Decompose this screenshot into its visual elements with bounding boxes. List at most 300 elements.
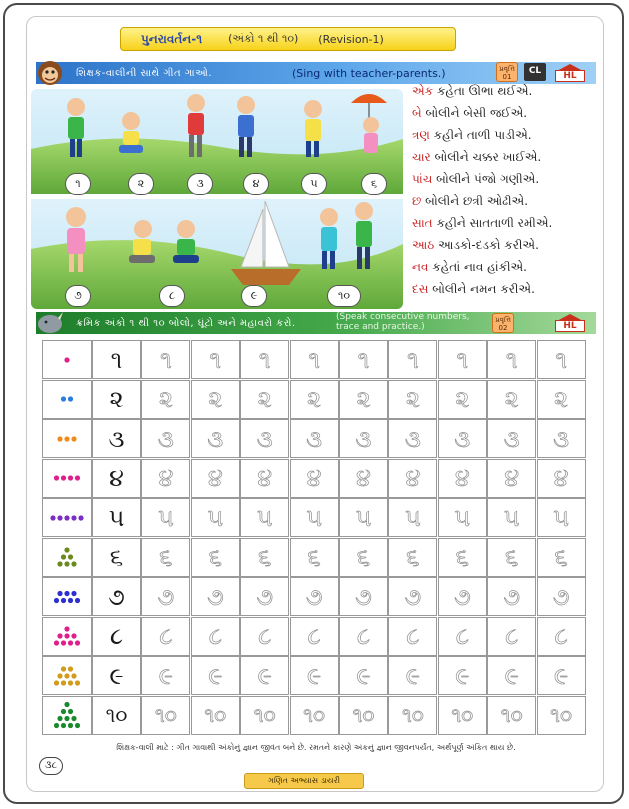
trace-digit-cell[interactable] bbox=[438, 577, 487, 616]
trace-digit-cell[interactable] bbox=[537, 340, 586, 379]
song-line bbox=[412, 80, 602, 102]
trace-digit: ૪ bbox=[207, 464, 223, 492]
song-text: બોલીને ચક્કર ખાઈએ. bbox=[430, 150, 542, 164]
trace-digit: ૨ bbox=[554, 385, 569, 413]
counting-song bbox=[412, 80, 602, 300]
count-dot bbox=[75, 475, 80, 480]
trace-digit-cell[interactable] bbox=[339, 656, 388, 695]
trace-digit-cell[interactable] bbox=[141, 696, 190, 735]
count-dot bbox=[61, 396, 66, 401]
trace-digit: ૧૦ bbox=[303, 703, 326, 727]
song-text: કહીને સાતતાળી રમીએ. bbox=[432, 216, 553, 230]
trace-digit: ૪ bbox=[257, 464, 273, 492]
section1-title-gujarati: શિક્ષક-વાલીની સાથે ગીત ગાઓ. bbox=[76, 67, 213, 79]
trace-digit-cell[interactable] bbox=[191, 577, 240, 616]
trace-digit-cell[interactable] bbox=[290, 498, 339, 537]
song-number-word: એક bbox=[412, 84, 434, 98]
trace-digit: ૯ bbox=[455, 661, 470, 690]
trace-digit-cell[interactable] bbox=[240, 380, 289, 419]
song-line bbox=[412, 102, 602, 124]
trace-digit: ૭ bbox=[503, 582, 521, 611]
count-dot bbox=[75, 723, 80, 728]
trace-digit-cell[interactable] bbox=[438, 498, 487, 537]
trace-digit: ૬ bbox=[159, 543, 173, 571]
count-dot bbox=[57, 590, 62, 595]
trace-digit: ૬ bbox=[307, 543, 321, 571]
trace-digit-cell[interactable] bbox=[388, 656, 437, 695]
trace-digit: ૮ bbox=[159, 622, 173, 650]
trace-digit-cell[interactable] bbox=[388, 340, 437, 379]
teacher-parent-note: શિક્ષક-વાલી માટે : ગીત ગાવાથી અંકોનું જ્ઞાન જીવંત બને છે. રમતને કારણે અંકનું જ્ઞાન જીવનપર્યંત, અર્થપૂર્ણ અંકિત થાય છે. bbox=[116, 743, 516, 752]
trace-digit: ૯ bbox=[553, 661, 569, 690]
trace-digit-cell[interactable] bbox=[191, 656, 240, 695]
count-dot bbox=[61, 709, 66, 714]
song-line bbox=[412, 190, 602, 212]
trace-digit: ૧૦ bbox=[253, 703, 276, 727]
trace-digit: ૭ bbox=[256, 582, 274, 611]
practice-row bbox=[42, 696, 586, 735]
number-circle-9: ૯ bbox=[241, 285, 267, 307]
trace-digit: ૨ bbox=[257, 385, 272, 413]
trace-digit: ૧૦ bbox=[154, 703, 177, 727]
trace-digit-cell[interactable] bbox=[339, 459, 388, 498]
trace-digit: ૯ bbox=[208, 661, 223, 690]
trace-digit-cell[interactable] bbox=[290, 380, 339, 419]
count-dot bbox=[68, 396, 73, 401]
counting-song-illustration bbox=[31, 89, 403, 309]
trace-digit: ૩ bbox=[157, 424, 174, 453]
counting-dots bbox=[44, 698, 90, 732]
trace-digit: ૪ bbox=[504, 464, 520, 492]
trace-digit-cell[interactable] bbox=[537, 498, 586, 537]
section2-title-english-line2: trace and practice.) bbox=[336, 322, 425, 332]
trace-digit: ૭ bbox=[552, 582, 570, 611]
song-text: કહેતાં નાવ હાંકીએ. bbox=[428, 260, 527, 274]
model-digit: ૧૦ bbox=[105, 703, 128, 727]
count-dot bbox=[57, 561, 62, 566]
cl-badge: CL bbox=[524, 63, 546, 81]
trace-digit-cell[interactable] bbox=[141, 498, 190, 537]
counting-dots bbox=[44, 619, 90, 653]
trace-digit: ૧ bbox=[357, 345, 370, 374]
count-dot bbox=[54, 640, 59, 645]
trace-digit: ૮ bbox=[406, 622, 420, 650]
trace-digit: ૬ bbox=[504, 543, 519, 571]
trace-digit-cell[interactable] bbox=[141, 577, 190, 616]
trace-digit-cell[interactable] bbox=[240, 696, 289, 735]
model-digit: ૫ bbox=[108, 503, 125, 532]
counting-dots bbox=[44, 343, 90, 377]
song-line bbox=[412, 212, 602, 234]
trace-digit: ૩ bbox=[454, 424, 471, 453]
counting-dots-cell bbox=[42, 656, 92, 695]
trace-digit: ૨ bbox=[455, 385, 470, 413]
model-digit-cell bbox=[92, 380, 141, 419]
trace-digit-cell[interactable] bbox=[191, 419, 240, 458]
trace-digit-cell[interactable] bbox=[537, 419, 586, 458]
trace-digit-cell[interactable] bbox=[438, 538, 487, 577]
trace-digit-cell[interactable] bbox=[141, 459, 190, 498]
activity-badge-2 bbox=[492, 313, 514, 333]
number-circle-6: ૬ bbox=[361, 173, 387, 195]
model-digit: ૨ bbox=[109, 385, 124, 413]
model-digit-cell bbox=[92, 538, 141, 577]
trace-digit-cell[interactable] bbox=[290, 617, 339, 656]
trace-digit-cell[interactable] bbox=[388, 380, 437, 419]
count-dot bbox=[68, 709, 73, 714]
practice-row bbox=[42, 380, 586, 419]
trace-digit: ૫ bbox=[405, 503, 421, 532]
trace-digit-cell[interactable] bbox=[191, 340, 240, 379]
number-circle-1: ૧ bbox=[65, 173, 91, 195]
activity-label: પ્રવૃત્તિ bbox=[495, 316, 511, 324]
trace-digit-cell[interactable] bbox=[438, 656, 487, 695]
trace-digit-cell[interactable] bbox=[388, 696, 437, 735]
trace-digit-cell[interactable] bbox=[438, 696, 487, 735]
trace-digit-cell[interactable] bbox=[240, 459, 289, 498]
count-dot bbox=[61, 475, 66, 480]
trace-digit-cell[interactable] bbox=[290, 656, 339, 695]
number-circle-8: ૮ bbox=[159, 285, 185, 307]
trace-digit: ૧ bbox=[209, 345, 222, 374]
count-dot bbox=[68, 640, 73, 645]
count-dot bbox=[57, 673, 62, 678]
counting-dots-cell bbox=[42, 380, 92, 419]
monkey-mascot-icon bbox=[36, 58, 64, 86]
song-number-word: સાત bbox=[412, 216, 433, 230]
trace-digit-cell[interactable] bbox=[339, 380, 388, 419]
trace-digit-cell[interactable] bbox=[487, 498, 536, 537]
model-digit-cell bbox=[92, 340, 141, 379]
trace-digit: ૪ bbox=[306, 464, 322, 492]
count-dot bbox=[71, 436, 76, 441]
trace-digit-cell[interactable] bbox=[290, 538, 339, 577]
trace-digit-cell[interactable] bbox=[388, 577, 437, 616]
song-text: કહીને તાળી પાડીએ. bbox=[429, 128, 532, 142]
trace-digit-cell[interactable] bbox=[290, 419, 339, 458]
trace-digit-cell[interactable] bbox=[141, 340, 190, 379]
count-dot bbox=[68, 680, 73, 685]
trace-digit-cell[interactable] bbox=[240, 498, 289, 537]
song-line bbox=[412, 168, 602, 190]
count-dot bbox=[64, 561, 69, 566]
model-digit-cell bbox=[92, 498, 141, 537]
counting-dots-cell bbox=[42, 340, 92, 379]
song-line bbox=[412, 234, 602, 256]
count-dot bbox=[61, 680, 66, 685]
song-text: બોલીને છત્રી ઓઢીએ. bbox=[421, 194, 529, 208]
count-dot bbox=[64, 626, 69, 631]
trace-digit-cell[interactable] bbox=[388, 459, 437, 498]
trace-digit-cell[interactable] bbox=[339, 577, 388, 616]
trace-digit-cell[interactable] bbox=[290, 340, 339, 379]
trace-digit: ૮ bbox=[258, 622, 272, 650]
trace-digit: ૪ bbox=[405, 464, 421, 492]
count-dot bbox=[71, 673, 76, 678]
trace-digit: ૭ bbox=[453, 582, 471, 611]
model-digit: ૧ bbox=[110, 345, 123, 374]
practice-row bbox=[42, 577, 586, 616]
trace-digit: ૧૦ bbox=[204, 703, 227, 727]
section2-title-english bbox=[336, 312, 470, 332]
trace-digit: ૨ bbox=[307, 385, 322, 413]
song-number-word: દસ bbox=[412, 282, 429, 296]
count-dot bbox=[68, 723, 73, 728]
counting-dots bbox=[44, 461, 90, 495]
trace-digit: ૧ bbox=[160, 345, 172, 374]
trace-digit-cell[interactable] bbox=[537, 577, 586, 616]
trace-digit: ૯ bbox=[306, 661, 322, 690]
trace-digit: ૪ bbox=[454, 464, 470, 492]
trace-digit: ૧ bbox=[456, 345, 469, 374]
count-dot bbox=[71, 515, 76, 520]
trace-digit-cell[interactable] bbox=[141, 419, 190, 458]
revision-range: (અંકો ૧ થી ૧૦) bbox=[228, 32, 299, 45]
trace-digit-cell[interactable] bbox=[240, 340, 289, 379]
trace-digit-cell[interactable] bbox=[191, 380, 240, 419]
trace-digit-cell[interactable] bbox=[388, 419, 437, 458]
trace-digit-cell[interactable] bbox=[487, 656, 536, 695]
count-dot bbox=[68, 666, 73, 671]
trace-digit-cell[interactable] bbox=[339, 617, 388, 656]
practice-row bbox=[42, 419, 586, 458]
trace-digit: ૬ bbox=[257, 543, 272, 571]
trace-digit: ૪ bbox=[553, 464, 569, 492]
trace-digit-cell[interactable] bbox=[191, 498, 240, 537]
count-dot bbox=[61, 666, 66, 671]
trace-digit: ૭ bbox=[206, 582, 224, 611]
trace-digit-cell[interactable] bbox=[388, 617, 437, 656]
page-number: ૩૮ bbox=[39, 757, 63, 775]
number-circle-3: ૩ bbox=[187, 173, 213, 195]
trace-digit: ૮ bbox=[208, 622, 222, 650]
trace-digit-cell[interactable] bbox=[191, 696, 240, 735]
trace-digit: ૩ bbox=[207, 424, 224, 453]
count-dot bbox=[54, 680, 59, 685]
number-circle-5: ૫ bbox=[301, 173, 327, 195]
trace-digit-cell[interactable] bbox=[339, 696, 388, 735]
trace-digit: ૪ bbox=[158, 464, 174, 492]
trace-digit: ૩ bbox=[256, 424, 273, 453]
model-digit-cell bbox=[92, 459, 141, 498]
section2-title-gujarati: ક્રમિક અંકો ૧ થી ૧૦ બોલો, ઘૂંટો અને મહાવરો કરો. bbox=[76, 317, 296, 329]
trace-digit-cell[interactable] bbox=[487, 538, 536, 577]
counting-dots-cell bbox=[42, 498, 92, 537]
song-line bbox=[412, 146, 602, 168]
count-dot bbox=[57, 436, 62, 441]
model-digit-cell bbox=[92, 696, 141, 735]
trace-digit: ૫ bbox=[503, 503, 520, 532]
practice-row bbox=[42, 538, 586, 577]
trace-digit-cell[interactable] bbox=[487, 340, 536, 379]
trace-digit-cell[interactable] bbox=[339, 538, 388, 577]
trace-digit: ૫ bbox=[158, 503, 174, 532]
model-digit-cell bbox=[92, 617, 141, 656]
trace-digit-cell[interactable] bbox=[438, 380, 487, 419]
trace-digit-cell[interactable] bbox=[537, 538, 586, 577]
count-dot bbox=[57, 633, 62, 638]
trace-digit-cell[interactable] bbox=[537, 656, 586, 695]
section1-title-english: (Sing with teacher-parents.) bbox=[292, 67, 446, 80]
trace-digit-cell[interactable] bbox=[438, 617, 487, 656]
song-number-word: ચાર bbox=[412, 150, 431, 164]
trace-digit: ૫ bbox=[207, 503, 224, 532]
song-text: કહેતા ઊભા થઈએ. bbox=[433, 84, 533, 98]
trace-digit: ૧ bbox=[505, 345, 518, 374]
counting-dots-cell bbox=[42, 459, 92, 498]
count-dot bbox=[50, 515, 55, 520]
count-dot bbox=[61, 640, 66, 645]
trace-digit: ૧૦ bbox=[352, 703, 375, 727]
trace-digit: ૫ bbox=[553, 503, 569, 532]
count-dot bbox=[71, 716, 76, 721]
song-text: બોલીને બેસી જઈએ. bbox=[421, 106, 528, 120]
count-dot bbox=[54, 723, 59, 728]
song-line bbox=[412, 256, 602, 278]
trace-digit-cell[interactable] bbox=[339, 340, 388, 379]
song-line bbox=[412, 124, 602, 146]
trace-digit-cell[interactable] bbox=[487, 459, 536, 498]
trace-digit-cell[interactable] bbox=[240, 577, 289, 616]
song-number-word: નવ bbox=[412, 260, 429, 274]
count-dot bbox=[75, 640, 80, 645]
song-text: બોલીને નમન કરીએ. bbox=[428, 282, 535, 296]
model-digit-cell bbox=[92, 656, 141, 695]
count-dot bbox=[61, 597, 66, 602]
number-circle-10: ૧૦ bbox=[327, 285, 361, 307]
trace-digit: ૧ bbox=[555, 345, 567, 374]
song-line bbox=[412, 278, 602, 300]
trace-digit-cell[interactable] bbox=[339, 419, 388, 458]
trace-digit-cell[interactable] bbox=[290, 696, 339, 735]
model-digit: ૩ bbox=[108, 424, 125, 453]
trace-digit-cell[interactable] bbox=[290, 577, 339, 616]
trace-digit: ૯ bbox=[257, 661, 272, 690]
trace-digit: ૯ bbox=[405, 661, 420, 690]
trace-digit: ૮ bbox=[356, 622, 371, 650]
trace-digit: ૮ bbox=[505, 622, 519, 650]
trace-digit-cell[interactable] bbox=[240, 419, 289, 458]
trace-digit-cell[interactable] bbox=[339, 498, 388, 537]
trace-digit-cell[interactable] bbox=[537, 380, 586, 419]
trace-digit-cell[interactable] bbox=[537, 617, 586, 656]
trace-digit-cell[interactable] bbox=[487, 380, 536, 419]
count-dot bbox=[75, 597, 80, 602]
trace-digit: ૬ bbox=[554, 543, 568, 571]
trace-digit: ૨ bbox=[504, 385, 519, 413]
trace-digit-cell[interactable] bbox=[141, 380, 190, 419]
trace-digit: ૨ bbox=[405, 385, 420, 413]
trace-digit: ૫ bbox=[454, 503, 471, 532]
trace-digit-cell[interactable] bbox=[290, 459, 339, 498]
trace-digit-cell[interactable] bbox=[191, 617, 240, 656]
model-digit-cell bbox=[92, 577, 141, 616]
trace-digit: ૯ bbox=[356, 661, 371, 690]
trace-digit: ૧૦ bbox=[500, 703, 523, 727]
trace-digit: ૬ bbox=[406, 543, 420, 571]
number-circle-4: ૪ bbox=[243, 173, 269, 195]
trace-digit-cell[interactable] bbox=[141, 656, 190, 695]
count-dot bbox=[64, 515, 69, 520]
trace-digit: ૩ bbox=[553, 424, 570, 453]
trace-digit-cell[interactable] bbox=[438, 419, 487, 458]
trace-digit: ૮ bbox=[554, 622, 568, 650]
trace-digit: ૨ bbox=[158, 385, 173, 413]
count-dot bbox=[64, 673, 69, 678]
song-number-word: ત્રણ bbox=[412, 128, 430, 142]
practice-row bbox=[42, 459, 586, 498]
trace-digit-cell[interactable] bbox=[191, 459, 240, 498]
trace-digit: ૬ bbox=[356, 543, 371, 571]
trace-digit-cell[interactable] bbox=[141, 538, 190, 577]
trace-digit: ૯ bbox=[158, 661, 173, 690]
song-number-word: પાંચ bbox=[412, 172, 433, 186]
trace-digit: ૬ bbox=[208, 543, 223, 571]
count-dot bbox=[57, 716, 62, 721]
count-dot bbox=[54, 475, 59, 480]
count-dot bbox=[71, 633, 76, 638]
trace-digit-cell[interactable] bbox=[438, 340, 487, 379]
trace-digit-cell[interactable] bbox=[141, 617, 190, 656]
trace-digit-cell[interactable] bbox=[240, 656, 289, 695]
trace-digit: ૧ bbox=[407, 345, 419, 374]
counting-dots-cell bbox=[42, 419, 92, 458]
trace-digit-cell[interactable] bbox=[191, 538, 240, 577]
counting-dots-cell bbox=[42, 577, 92, 616]
count-dot bbox=[75, 680, 80, 685]
model-digit-cell bbox=[92, 419, 141, 458]
song-text: આડકો-દડકો કરીએ. bbox=[434, 238, 539, 252]
number-circle-7: ૭ bbox=[65, 285, 91, 307]
song-number-word: છ bbox=[412, 194, 422, 208]
model-digit: ૮ bbox=[109, 622, 124, 650]
trace-digit-cell[interactable] bbox=[487, 617, 536, 656]
trace-digit: ૧૦ bbox=[451, 703, 474, 727]
trace-digit-cell[interactable] bbox=[537, 696, 586, 735]
section2-title-english-line1: (Speak consecutive numbers, bbox=[336, 312, 470, 322]
trace-digit-cell[interactable] bbox=[240, 538, 289, 577]
count-dot bbox=[68, 475, 73, 480]
trace-digit: ૭ bbox=[305, 582, 323, 611]
revision-title-bar bbox=[120, 27, 456, 51]
count-dot bbox=[71, 590, 76, 595]
trace-digit-cell[interactable] bbox=[388, 538, 437, 577]
trace-digit-cell[interactable] bbox=[487, 419, 536, 458]
trace-digit: ૫ bbox=[256, 503, 273, 532]
trace-digit-cell[interactable] bbox=[487, 577, 536, 616]
trace-digit: ૮ bbox=[455, 622, 469, 650]
hl-label: HL bbox=[555, 320, 585, 332]
trace-digit-cell[interactable] bbox=[438, 459, 487, 498]
trace-digit-cell[interactable] bbox=[240, 617, 289, 656]
counting-dots bbox=[44, 580, 90, 614]
counting-dots bbox=[44, 422, 90, 456]
trace-digit: ૧૦ bbox=[401, 703, 424, 727]
activity-number: 01 bbox=[502, 73, 512, 81]
trace-digit-cell[interactable] bbox=[388, 498, 437, 537]
count-dot bbox=[64, 716, 69, 721]
counting-dots bbox=[44, 540, 90, 574]
trace-digit-cell[interactable] bbox=[487, 696, 536, 735]
trace-digit: ૫ bbox=[355, 503, 372, 532]
trace-digit: ૭ bbox=[157, 582, 175, 611]
count-dot bbox=[61, 723, 66, 728]
counting-dots bbox=[44, 382, 90, 416]
count-dot bbox=[61, 554, 66, 559]
song-number-word: આઠ bbox=[412, 238, 435, 252]
rhino-mascot-icon bbox=[36, 308, 64, 336]
trace-digit-cell[interactable] bbox=[537, 459, 586, 498]
